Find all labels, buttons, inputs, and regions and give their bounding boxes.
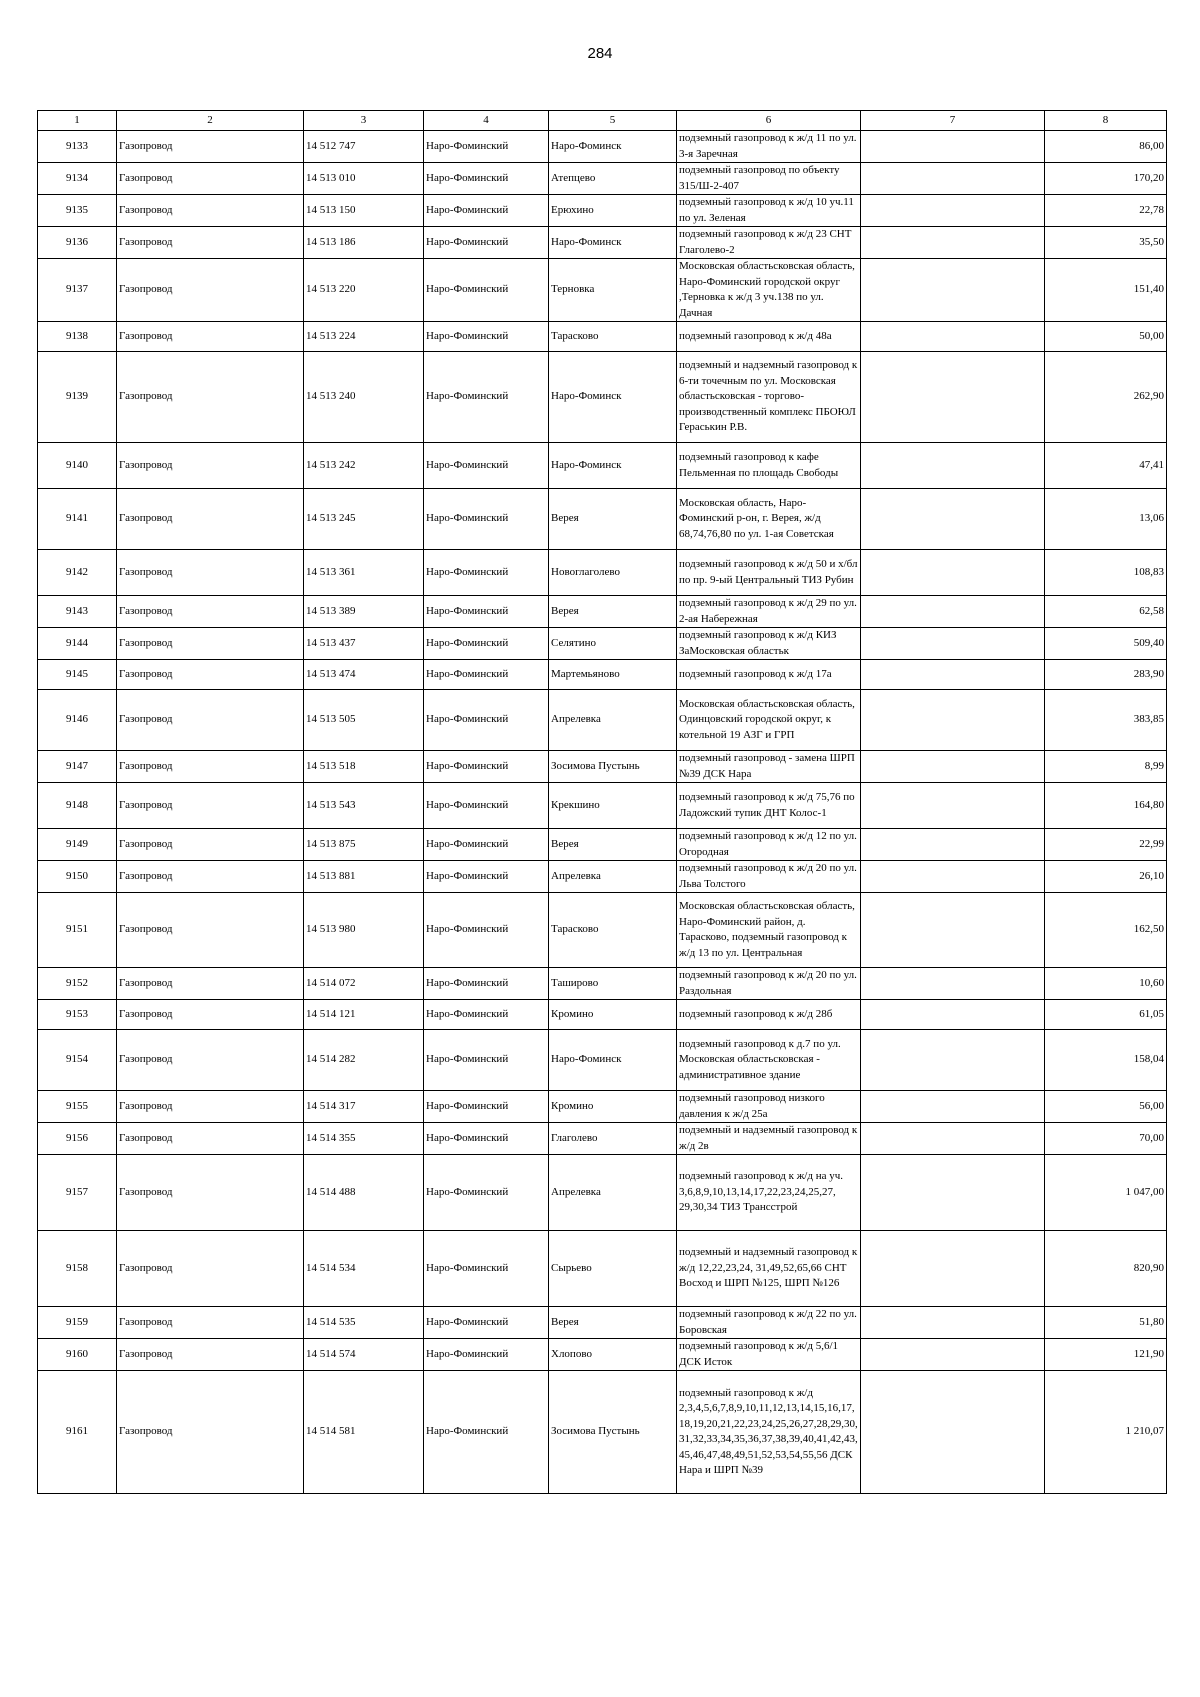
object-name-cell: Газопровод [117,322,304,352]
empty-cell-cell [861,1030,1045,1091]
object-name-cell: Газопровод [117,1030,304,1091]
object-name-cell: Газопровод [117,1371,304,1494]
district-cell: Наро-Фоминский [424,968,549,1000]
locality-cell: Наро-Фоминск [549,443,677,489]
row-number-cell: 9135 [38,195,117,227]
column-header: 3 [304,111,424,131]
table-row [38,259,1167,322]
locality-cell: Наро-Фоминск [549,227,677,259]
object-name-cell: Газопровод [117,1339,304,1371]
description-cell: Московская область, Наро-Фоминский р-он, г. Верея, ж/д 68,74,76,80 по ул. 1-ая Советская [677,489,861,550]
table-row [38,1091,1167,1123]
empty-cell-cell [861,163,1045,195]
description-cell: подземный и надземный газопровод к ж/д 2в [677,1123,861,1155]
value-cell: 108,83 [1045,550,1167,596]
object-code-cell: 14 513 518 [304,751,424,783]
locality-cell: Зосимова Пустынь [549,751,677,783]
table-row [38,1030,1167,1091]
object-code-cell: 14 514 574 [304,1339,424,1371]
object-name-cell: Газопровод [117,352,304,443]
object-code-cell: 14 512 747 [304,131,424,163]
empty-cell-cell [861,1091,1045,1123]
value-cell: 170,20 [1045,163,1167,195]
object-name-cell: Газопровод [117,893,304,968]
object-name-cell: Газопровод [117,259,304,322]
object-code-cell: 14 513 245 [304,489,424,550]
object-code-cell: 14 513 437 [304,628,424,660]
value-cell: 509,40 [1045,628,1167,660]
row-number-cell: 9146 [38,690,117,751]
value-cell: 50,00 [1045,322,1167,352]
district-cell: Наро-Фоминский [424,1123,549,1155]
row-number-cell: 9145 [38,660,117,690]
locality-cell: Крекшино [549,783,677,829]
value-cell: 70,00 [1045,1123,1167,1155]
value-cell: 283,90 [1045,660,1167,690]
description-cell: подземный газопровод к ж/д 75,76 по Ладожский тупик ДНТ Колос-1 [677,783,861,829]
locality-cell: Сырьево [549,1231,677,1307]
locality-cell: Кромино [549,1000,677,1030]
locality-cell: Верея [549,596,677,628]
object-code-cell: 14 513 150 [304,195,424,227]
table-row [38,783,1167,829]
object-name-cell: Газопровод [117,596,304,628]
row-number-cell: 9152 [38,968,117,1000]
table-row [38,690,1167,751]
table-row [38,1371,1167,1494]
empty-cell-cell [861,550,1045,596]
description-cell: Московская областьсковская область, Одинцовский городской округ, к котельной 19 АЗГ и ГРП [677,690,861,751]
value-cell: 1 210,07 [1045,1371,1167,1494]
table-row [38,1307,1167,1339]
object-name-cell: Газопровод [117,227,304,259]
locality-cell: Верея [549,489,677,550]
object-name-cell: Газопровод [117,968,304,1000]
column-header: 6 [677,111,861,131]
object-name-cell: Газопровод [117,131,304,163]
district-cell: Наро-Фоминский [424,259,549,322]
empty-cell-cell [861,783,1045,829]
row-number-cell: 9159 [38,1307,117,1339]
object-name-cell: Газопровод [117,690,304,751]
empty-cell-cell [861,259,1045,322]
district-cell: Наро-Фоминский [424,1155,549,1231]
value-cell: 121,90 [1045,1339,1167,1371]
district-cell: Наро-Фоминский [424,352,549,443]
object-code-cell: 14 514 581 [304,1371,424,1494]
value-cell: 262,90 [1045,352,1167,443]
value-cell: 51,80 [1045,1307,1167,1339]
empty-cell-cell [861,1000,1045,1030]
locality-cell: Селятино [549,628,677,660]
row-number-cell: 9136 [38,227,117,259]
value-cell: 164,80 [1045,783,1167,829]
locality-cell: Терновка [549,259,677,322]
table-row [38,968,1167,1000]
description-cell: подземный газопровод к ж/д 5,6/1 ДСК Исток [677,1339,861,1371]
empty-cell-cell [861,596,1045,628]
empty-cell-cell [861,829,1045,861]
object-code-cell: 14 514 355 [304,1123,424,1155]
district-cell: Наро-Фоминский [424,227,549,259]
object-code-cell: 14 514 534 [304,1231,424,1307]
description-cell: подземный газопровод к ж/д КИЗ ЗаМосковская областьк [677,628,861,660]
table-row [38,1231,1167,1307]
object-name-cell: Газопровод [117,751,304,783]
description-cell: подземный газопровод к ж/д 20 по ул. Раздольная [677,968,861,1000]
locality-cell: Мартемьяново [549,660,677,690]
object-code-cell: 14 513 543 [304,783,424,829]
district-cell: Наро-Фоминский [424,550,549,596]
locality-cell: Глаголево [549,1123,677,1155]
table-row [38,352,1167,443]
description-cell: подземный газопровод к ж/д 10 уч.11 по ул. Зеленая [677,195,861,227]
description-cell: подземный газопровод по объекту 315/Ш-2-407 [677,163,861,195]
column-header: 1 [38,111,117,131]
object-code-cell: 14 514 317 [304,1091,424,1123]
object-name-cell: Газопровод [117,660,304,690]
empty-cell-cell [861,893,1045,968]
row-number-cell: 9155 [38,1091,117,1123]
table-row [38,163,1167,195]
value-cell: 62,58 [1045,596,1167,628]
description-cell: подземный газопровод к ж/д 23 СНТ Глаголево-2 [677,227,861,259]
object-code-cell: 14 513 240 [304,352,424,443]
value-cell: 22,78 [1045,195,1167,227]
empty-cell-cell [861,628,1045,660]
column-header: 5 [549,111,677,131]
object-name-cell: Газопровод [117,195,304,227]
object-name-cell: Газопровод [117,1307,304,1339]
table-row [38,1000,1167,1030]
value-cell: 61,05 [1045,1000,1167,1030]
district-cell: Наро-Фоминский [424,660,549,690]
value-cell: 151,40 [1045,259,1167,322]
table-body [38,131,1167,1494]
district-cell: Наро-Фоминский [424,443,549,489]
object-name-cell: Газопровод [117,861,304,893]
locality-cell: Наро-Фоминск [549,1030,677,1091]
value-cell: 86,00 [1045,131,1167,163]
object-code-cell: 14 513 242 [304,443,424,489]
empty-cell-cell [861,861,1045,893]
value-cell: 162,50 [1045,893,1167,968]
locality-cell: Верея [549,829,677,861]
row-number-cell: 9138 [38,322,117,352]
table-row [38,893,1167,968]
empty-cell-cell [861,1155,1045,1231]
empty-cell-cell [861,1307,1045,1339]
value-cell: 383,85 [1045,690,1167,751]
empty-cell-cell [861,968,1045,1000]
row-number-cell: 9149 [38,829,117,861]
district-cell: Наро-Фоминский [424,861,549,893]
description-cell: подземный газопровод к ж/д 12 по ул. Огородная [677,829,861,861]
object-code-cell: 14 514 488 [304,1155,424,1231]
locality-cell: Кромино [549,1091,677,1123]
value-cell: 47,41 [1045,443,1167,489]
district-cell: Наро-Фоминский [424,690,549,751]
empty-cell-cell [861,751,1045,783]
district-cell: Наро-Фоминский [424,783,549,829]
description-cell: подземный газопровод - замена ШРП №39 ДСК Нара [677,751,861,783]
description-cell: Московская областьсковская область, Наро-Фоминский район, д. Тарасково, подземный газопровод к ж/д 13 по ул. Центральная [677,893,861,968]
district-cell: Наро-Фоминский [424,1339,549,1371]
object-code-cell: 14 513 186 [304,227,424,259]
object-code-cell: 14 513 389 [304,596,424,628]
locality-cell: Зосимова Пустынь [549,1371,677,1494]
district-cell: Наро-Фоминский [424,322,549,352]
district-cell: Наро-Фоминский [424,1000,549,1030]
district-cell: Наро-Фоминский [424,1030,549,1091]
description-cell: подземный газопровод к ж/д 48а [677,322,861,352]
description-cell: подземный газопровод к ж/д 11 по ул. 3-я Заречная [677,131,861,163]
table-row [38,1339,1167,1371]
description-cell: подземный газопровод к ж/д 20 по ул. Льва Толстого [677,861,861,893]
row-number-cell: 9140 [38,443,117,489]
empty-cell-cell [861,660,1045,690]
object-code-cell: 14 513 220 [304,259,424,322]
description-cell: подземный газопровод к ж/д 2,3,4,5,6,7,8,9,10,11,12,13,14,15,16,17,18,19,20,21,22,23,24,25,26,27,28,29,30,31,32,33,34,35,36,37,38,39,40,41,42,43,45,46,47,48,49,51,52,53,54,55,56 ДСК Нара и ШРП №39 [677,1371,861,1494]
description-cell: подземный газопровод к ж/д на уч. 3,6,8,9,10,13,14,17,22,23,24,25,27, 29,30,34 ТИЗ Трансстрой [677,1155,861,1231]
row-number-cell: 9139 [38,352,117,443]
table-row [38,227,1167,259]
value-cell: 1 047,00 [1045,1155,1167,1231]
row-number-cell: 9148 [38,783,117,829]
empty-cell-cell [861,227,1045,259]
district-cell: Наро-Фоминский [424,163,549,195]
object-code-cell: 14 513 505 [304,690,424,751]
value-cell: 13,06 [1045,489,1167,550]
row-number-cell: 9143 [38,596,117,628]
object-name-cell: Газопровод [117,163,304,195]
object-code-cell: 14 513 881 [304,861,424,893]
object-name-cell: Газопровод [117,783,304,829]
object-name-cell: Газопровод [117,829,304,861]
value-cell: 22,99 [1045,829,1167,861]
empty-cell-cell [861,322,1045,352]
empty-cell-cell [861,1371,1045,1494]
empty-cell-cell [861,1339,1045,1371]
district-cell: Наро-Фоминский [424,131,549,163]
value-cell: 10,60 [1045,968,1167,1000]
object-code-cell: 14 513 875 [304,829,424,861]
locality-cell: Новоглаголево [549,550,677,596]
locality-cell: Верея [549,1307,677,1339]
description-cell: подземный и надземный газопровод к 6-ти точечным по ул. Московская областьсковская - торгово-производственный комплекс ПБОЮЛ Гераськин Р.В. [677,352,861,443]
object-code-cell: 14 514 072 [304,968,424,1000]
table-row [38,443,1167,489]
description-cell: подземный газопровод к ж/д 29 по ул. 2-ая Набережная [677,596,861,628]
table-row [38,131,1167,163]
empty-cell-cell [861,690,1045,751]
row-number-cell: 9137 [38,259,117,322]
object-code-cell: 14 514 121 [304,1000,424,1030]
description-cell: подземный газопровод к ж/д 17а [677,660,861,690]
description-cell: подземный газопровод к ж/д 22 по ул. Боровская [677,1307,861,1339]
district-cell: Наро-Фоминский [424,1231,549,1307]
locality-cell: Апрелевка [549,861,677,893]
column-header: 8 [1045,111,1167,131]
table-row [38,1155,1167,1231]
description-cell: Московская областьсковская область, Наро-Фоминский городской округ ,Терновка к ж/д 3 уч.138 по ул. Дачная [677,259,861,322]
locality-cell: Таширово [549,968,677,1000]
empty-cell-cell [861,1123,1045,1155]
district-cell: Наро-Фоминский [424,1307,549,1339]
description-cell: подземный газопровод к ж/д 50 и х/бл по пр. 9-ый Центральный ТИЗ Рубин [677,550,861,596]
locality-cell: Хлопово [549,1339,677,1371]
object-name-cell: Газопровод [117,1091,304,1123]
value-cell: 8,99 [1045,751,1167,783]
empty-cell-cell [861,489,1045,550]
object-code-cell: 14 513 010 [304,163,424,195]
object-code-cell: 14 513 474 [304,660,424,690]
description-cell: подземный и надземный газопровод к ж/д 12,22,23,24, 31,49,52,65,66 СНТ Восход и ШРП №125, ШРП №126 [677,1231,861,1307]
row-number-cell: 9150 [38,861,117,893]
row-number-cell: 9144 [38,628,117,660]
district-cell: Наро-Фоминский [424,1091,549,1123]
object-code-cell: 14 513 224 [304,322,424,352]
value-cell: 26,10 [1045,861,1167,893]
table-row [38,1123,1167,1155]
object-code-cell: 14 514 535 [304,1307,424,1339]
table-row [38,660,1167,690]
row-number-cell: 9153 [38,1000,117,1030]
district-cell: Наро-Фоминский [424,1371,549,1494]
locality-cell: Тарасково [549,322,677,352]
row-number-cell: 9151 [38,893,117,968]
column-header: 7 [861,111,1045,131]
empty-cell-cell [861,443,1045,489]
register-table [37,110,1167,1494]
header-row [38,111,1167,131]
object-name-cell: Газопровод [117,550,304,596]
description-cell: подземный газопровод к ж/д 28б [677,1000,861,1030]
row-number-cell: 9161 [38,1371,117,1494]
object-name-cell: Газопровод [117,1123,304,1155]
object-name-cell: Газопровод [117,489,304,550]
row-number-cell: 9133 [38,131,117,163]
table-row [38,322,1167,352]
object-code-cell: 14 513 980 [304,893,424,968]
locality-cell: Ерюхино [549,195,677,227]
empty-cell-cell [861,352,1045,443]
table-row [38,489,1167,550]
value-cell: 35,50 [1045,227,1167,259]
description-cell: подземный газопровод к кафе Пельменная по площадь Свободы [677,443,861,489]
district-cell: Наро-Фоминский [424,195,549,227]
object-code-cell: 14 513 361 [304,550,424,596]
empty-cell-cell [861,1231,1045,1307]
row-number-cell: 9157 [38,1155,117,1231]
table-row [38,829,1167,861]
district-cell: Наро-Фоминский [424,628,549,660]
row-number-cell: 9141 [38,489,117,550]
district-cell: Наро-Фоминский [424,751,549,783]
district-cell: Наро-Фоминский [424,489,549,550]
table-row [38,628,1167,660]
object-name-cell: Газопровод [117,443,304,489]
locality-cell: Апрелевка [549,1155,677,1231]
object-name-cell: Газопровод [117,1231,304,1307]
table-row [38,596,1167,628]
district-cell: Наро-Фоминский [424,596,549,628]
object-code-cell: 14 514 282 [304,1030,424,1091]
row-number-cell: 9134 [38,163,117,195]
row-number-cell: 9158 [38,1231,117,1307]
locality-cell: Атепцево [549,163,677,195]
value-cell: 56,00 [1045,1091,1167,1123]
column-header: 4 [424,111,549,131]
value-cell: 158,04 [1045,1030,1167,1091]
object-name-cell: Газопровод [117,1155,304,1231]
column-header: 2 [117,111,304,131]
object-name-cell: Газопровод [117,1000,304,1030]
description-cell: подземный газопровод низкого давления к ж/д 25а [677,1091,861,1123]
locality-cell: Тарасково [549,893,677,968]
table-row [38,195,1167,227]
row-number-cell: 9147 [38,751,117,783]
row-number-cell: 9160 [38,1339,117,1371]
value-cell: 820,90 [1045,1231,1167,1307]
table-row [38,861,1167,893]
row-number-cell: 9142 [38,550,117,596]
district-cell: Наро-Фоминский [424,829,549,861]
district-cell: Наро-Фоминский [424,893,549,968]
empty-cell-cell [861,195,1045,227]
table-row [38,751,1167,783]
page-number: 284 [587,45,613,62]
locality-cell: Апрелевка [549,690,677,751]
row-number-cell: 9156 [38,1123,117,1155]
empty-cell-cell [861,131,1045,163]
object-name-cell: Газопровод [117,628,304,660]
table-row [38,550,1167,596]
description-cell: подземный газопровод к д.7 по ул. Московская областьсковская - административное здание [677,1030,861,1091]
locality-cell: Наро-Фоминск [549,352,677,443]
locality-cell: Наро-Фоминск [549,131,677,163]
row-number-cell: 9154 [38,1030,117,1091]
